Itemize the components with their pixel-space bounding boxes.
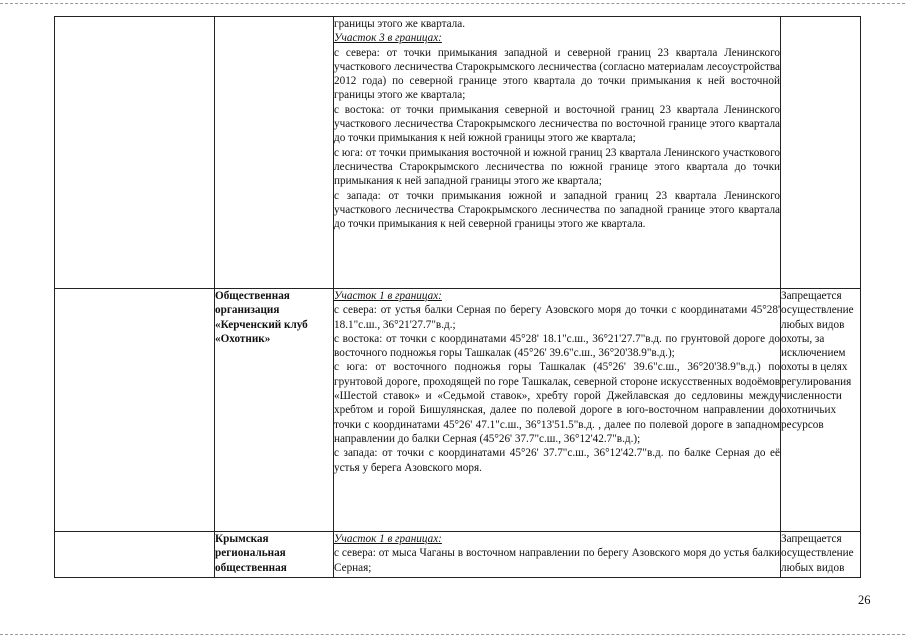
boundary-paragraph: с востока: от точки с координатами 45°28' 18.1"с.ш., 36°21'27.7"в.д. по грунтовой дороге до восточного подножья горы Ташкалак (45°26' 39.6"с.ш., 36°20'38.9"в.д.); <box>334 332 780 360</box>
boundary-paragraph: с запада: от точки с координатами 45°26' 37.7"с.ш., 36°12'42.7"в.д. по балке Серная до её устья у берега Азовского моря. <box>334 447 780 474</box>
boundary-paragraph: с востока: от точки примыкания северной и восточной границ 23 квартала Ленинского участкового лесничества Старокрымского лесничества по восточной границе этого квартала до точки примыкания к ней южной границы этого же квартала; <box>334 103 780 145</box>
empty-cell <box>55 17 215 289</box>
organization-cell <box>215 17 334 289</box>
regime-cell: Запрещается осуществление любых видов охоты, за исключением охоты в целях регулирования численности охотничьих ресурсов <box>781 289 861 532</box>
scan-top-edge <box>0 3 905 4</box>
boundaries-table <box>54 16 861 578</box>
organization-cell: Крымская региональная общественная <box>215 532 334 578</box>
table-row <box>55 532 861 578</box>
boundary-description-cell <box>334 289 781 532</box>
empty-cell <box>55 532 215 578</box>
plot-heading: Участок 3 в границах: <box>334 32 442 45</box>
boundary-paragraph: границы этого же квартала. <box>334 18 466 30</box>
empty-cell <box>55 289 215 532</box>
boundary-paragraph: с юга: от восточного подножья горы Ташкалак (45°26' 39.6"с.ш., 36°20'38.9"в.д.) по грунтовой дороге, проходящей по горе Ташкалак, северной стороне искусственных водоёмов «Шестой ставок» и «Седьмой ставок», хребту горой Джейлавская до седловины между хребтом и горой Бишулянская, далее по полевой дороге в юго-восточном направлении до точки с координатами 45°26' 47.1"с.ш., 36°13'51.5"в.д. , далее по полевой дороге в западном направлении до балки Серная (45°26' 37.7"с.ш., 36°12'42.7"в.д.); <box>334 361 780 445</box>
table-row <box>55 289 861 532</box>
boundary-paragraph: с юга: от точки примыкания восточной и южной границ 23 квартала Ленинского участкового лесничества Старокрымского лесничества по южной границе этого квартала до точки примыкания к ней западной границы этого же квартала; <box>334 146 780 188</box>
plot-heading: Участок 1 в границах: <box>334 533 442 545</box>
boundary-paragraph: с севера: от мыса Чаганы в восточном направлении по берегу Азовского моря до устья балки Серная; <box>334 547 780 574</box>
boundary-paragraph: с севера: от устья балки Серная по берегу Азовского моря до точки с координатами 45°28' 18.1"с.ш., 36°21'27.7"в.д.; <box>334 304 780 331</box>
regime-cell: Запрещается осуществление любых видов <box>781 532 861 578</box>
scan-bottom-edge <box>0 634 905 635</box>
organization-cell: Общественная организация «Керченский клуб «Охотник» <box>215 289 334 532</box>
page-number: 26 <box>858 593 871 607</box>
boundary-description-cell <box>334 17 781 289</box>
boundary-paragraph: с севера: от точки примыкания западной и северной границ 23 квартала Ленинского участкового лесничества Старокрымского лесничества (согласно материалам лесоустройства 2012 года) по северной границе этого квартала до точки примыкания к ней восточной границы этого же квартала; <box>334 46 780 102</box>
regime-cell <box>781 17 861 289</box>
boundary-description-cell <box>334 532 781 578</box>
boundary-paragraph: с запада: от точки примыкания южной и западной границ 23 квартала Ленинского участкового лесничества Старокрымского лесничества по западной границе этого квартала до точки примыкания к ней северной границы этого же квартала. <box>334 189 780 231</box>
plot-heading: Участок 1 в границах: <box>334 290 442 302</box>
table-row <box>55 17 861 289</box>
